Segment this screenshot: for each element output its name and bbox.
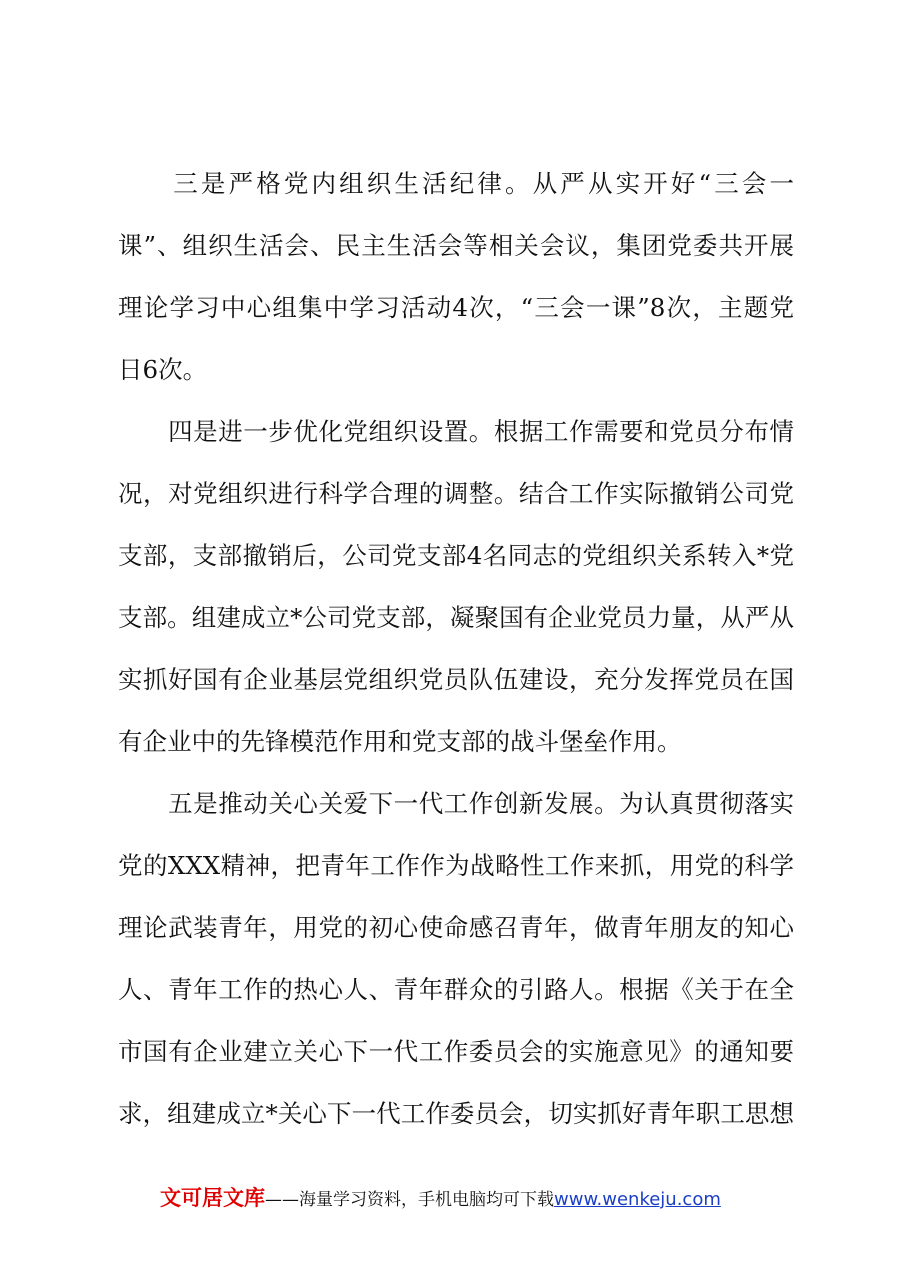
text-line: 党的XXX精神，把青年工作作为战略性工作来抓，用党的科学 (118, 851, 794, 880)
text-line: 三是严格党内组织生活纪律。从严从实开好“三会一 (118, 169, 794, 198)
text-line: 日6次。 (118, 355, 208, 384)
text-line: 五是推动关心关爱下一代工作创新发展。为认真贯彻落实 (118, 789, 794, 818)
footer-slogan: ——海量学习资料，手机电脑均可下载 (265, 1190, 554, 1210)
text-line: 况，对党组织进行科学合理的调整。结合工作实际撤销公司党 (118, 479, 794, 508)
text-line: 支部。组建成立*公司党支部，凝聚国有企业党员力量，从严从 (118, 603, 794, 632)
text-line: 有企业中的先锋模范作用和党支部的战斗堡垒作用。 (118, 727, 682, 756)
footer-banner (160, 1181, 800, 1215)
text-line: 课”、组织生活会、民主生活会等相关会议，集团党委共开展 (118, 231, 794, 260)
text-line: 实抓好国有企业基层党组织党员队伍建设，充分发挥党员在国 (118, 665, 794, 694)
text-line: 人、青年工作的热心人、青年群众的引路人。根据《关于在全 (118, 975, 794, 1004)
text-line: 理论武装青年，用党的初心使命感召青年，做青年朋友的知心 (118, 913, 794, 942)
text-line: 理论学习中心组集中学习活动4次，“三会一课”8次，主题党 (118, 293, 794, 322)
text-line: 四是进一步优化党组织设置。根据工作需要和党员分布情 (118, 417, 794, 446)
website-link[interactable]: www.wenkeju.com (554, 1189, 721, 1210)
text-line: 求，组建成立*关心下一代工作委员会，切实抓好青年职工思想 (118, 1099, 794, 1128)
text-line: 市国有企业建立关心下一代工作委员会的实施意见》的通知要 (118, 1037, 794, 1066)
brand-name: 文可居文库 (160, 1186, 265, 1210)
text-line: 支部，支部撤销后，公司党支部4名同志的党组织关系转入*党 (118, 541, 794, 570)
